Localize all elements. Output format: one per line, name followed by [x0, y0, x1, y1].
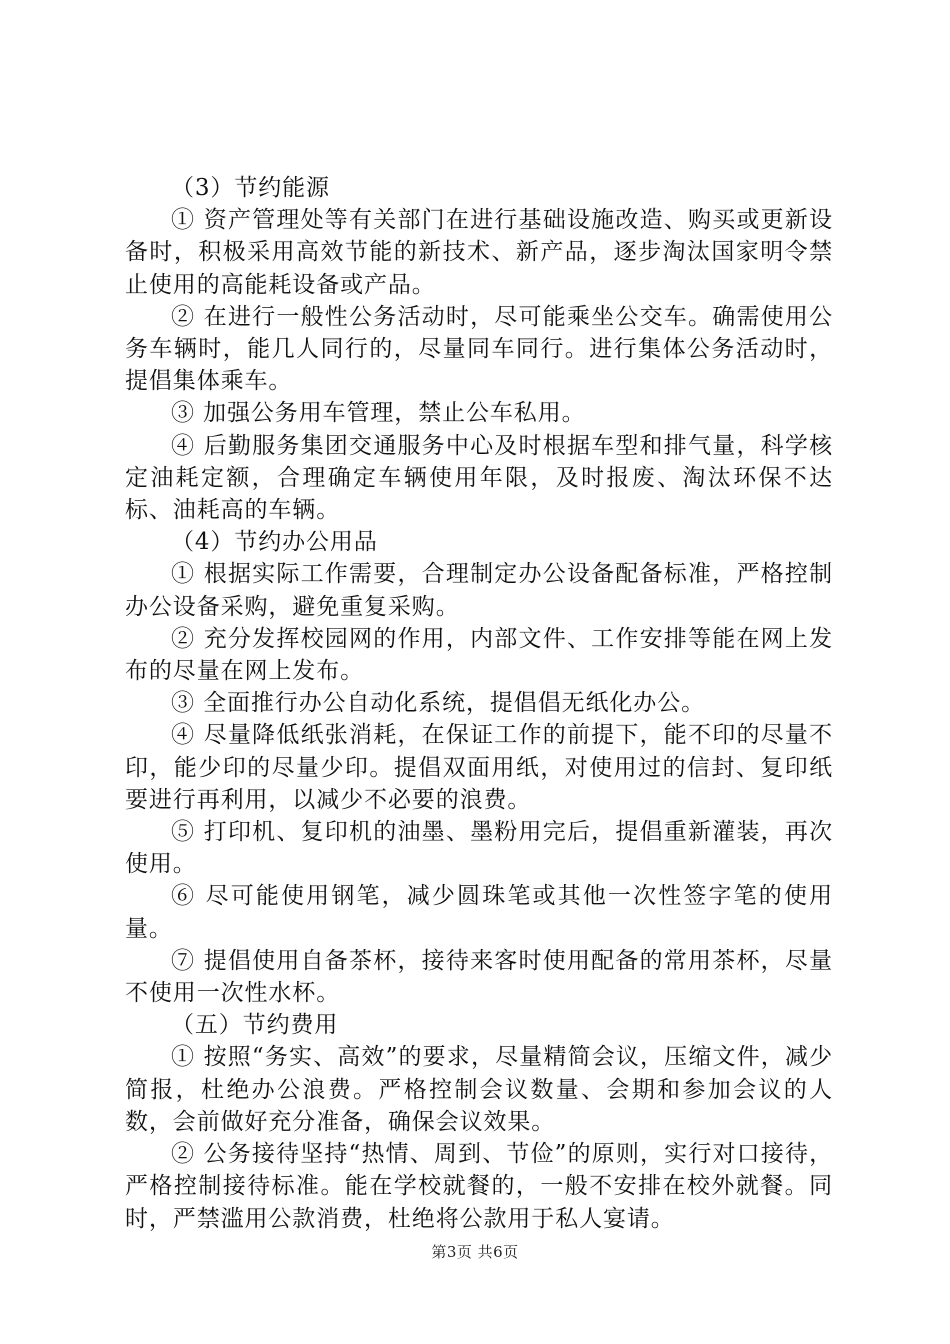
list-item: ⑦ 提倡使用自备茶杯，接待来客时使用配备的常用茶杯，尽量不使用一次性水杯。 — [125, 947, 833, 1007]
list-item: ① 资产管理处等有关部门在进行基础设施改造、购买或更新设备时，积极采用高效节能的新技术、新产品，逐步淘汰国家明令禁止使用的高能耗设备或产品。 — [125, 207, 833, 298]
list-item: ③ 加强公务用车管理，禁止公车私用。 — [171, 400, 586, 427]
section-heading-energy: （3）节约能源 — [171, 175, 330, 201]
list-item: ① 按照“务实、高效”的要求，尽量精简会议，压缩文件，减少简报，杜绝办公浪费。严格控制会议数量、会期和参加会议的人数，会前做好充分准备，确保会议效果。 — [125, 1044, 833, 1135]
list-item: ① 根据实际工作需要，合理制定办公设备配备标准，严格控制办公设备采购，避免重复采购。 — [125, 561, 833, 620]
list-item: ⑤ 打印机、复印机的油墨、墨粉用完后，提倡重新灌装，再次使用。 — [125, 819, 833, 878]
section-heading-expenses: （五）节约费用 — [171, 1012, 339, 1039]
list-item: ④ 后勤服务集团交通服务中心及时根据车型和排气量，科学核定油耗定额，合理确定车辆使用年限，及时报废、淘汰环保不达标、油耗高的车辆。 — [125, 432, 833, 524]
list-item: ④ 尽量降低纸张消耗，在保证工作的前提下，能不印的尽量不印，能少印的尽量少印。提倡双面用纸，对使用过的信封、复印纸要进行再利用，以减少不必要的浪费。 — [125, 722, 833, 813]
document-body — [125, 172, 833, 1235]
list-item: ⑥ 尽可能使用钢笔，减少圆珠笔或其他一次性签字笔的使用量。 — [125, 883, 833, 942]
list-item: ② 充分发挥校园网的作用，内部文件、工作安排等能在网上发布的尽量在网上发布。 — [125, 625, 833, 685]
section-heading-office-supplies: （4）节约办公用品 — [171, 529, 378, 556]
list-item: ② 在进行一般性公务活动时，尽可能乘坐公交车。确需使用公务车辆时，能几人同行的，尽量同车同行。进行集体公务活动时，提倡集体乘车。 — [125, 303, 833, 395]
list-item: ② 公务接待坚持“热情、周到、节俭”的原则，实行对口接待，严格控制接待标准。能在学校就餐的，一般不安排在校外就餐。同时，严禁滥用公款消费，杜绝将公款用于私人宴请。 — [125, 1141, 833, 1232]
list-item: ③ 全面推行办公自动化系统，提倡倡无纸化办公。 — [171, 690, 706, 717]
page-number-footer: 第3页 共6页 — [431, 1243, 519, 1261]
